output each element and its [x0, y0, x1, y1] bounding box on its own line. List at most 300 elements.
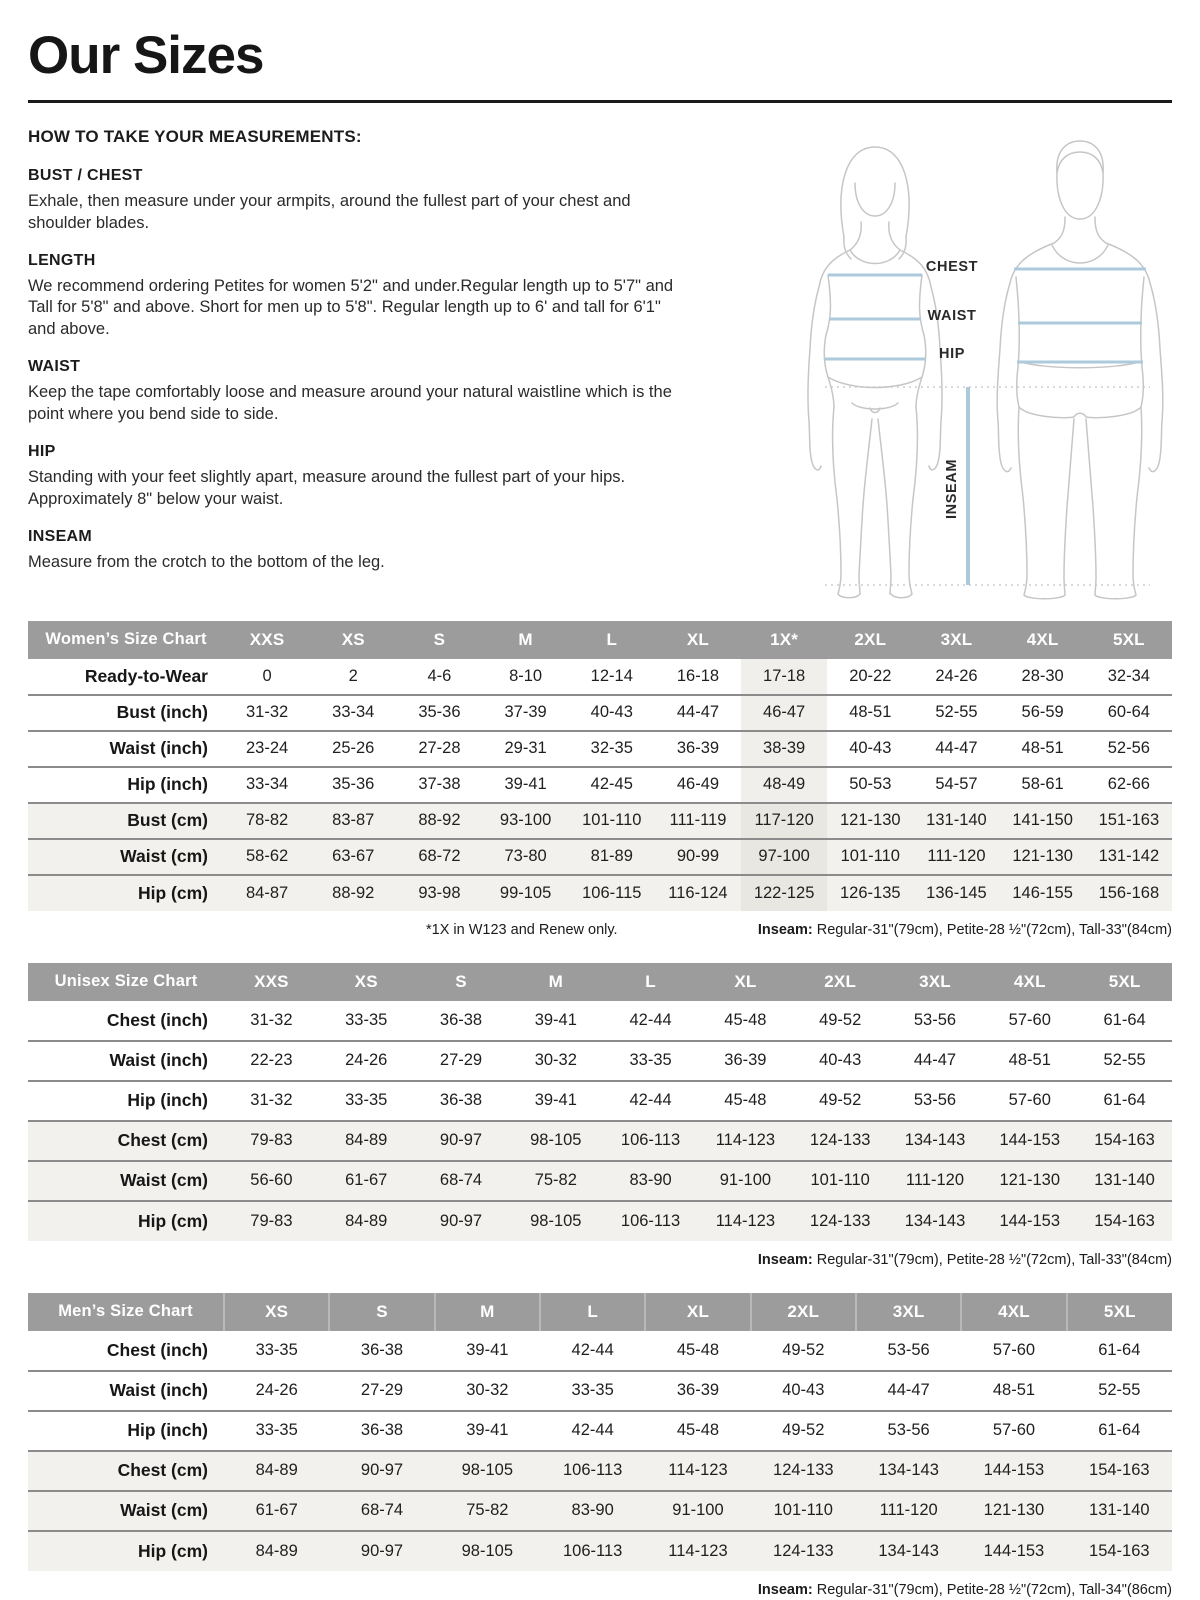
row-label: Hip (inch) [127, 774, 208, 795]
size-cell: 24-26 [345, 1051, 388, 1070]
body-measurement-diagram [780, 127, 1172, 603]
row-label: Waist (inch) [109, 1380, 208, 1401]
female-figure-outline [808, 147, 942, 598]
size-cell: 36-39 [724, 1051, 767, 1070]
table-row [28, 1081, 1172, 1121]
size-cell: 144-153 [961, 1451, 1066, 1491]
size-cell: 16-18 [676, 666, 720, 685]
size-cell: 88-92 [396, 803, 482, 839]
inseam-note-text: Regular-31"(79cm), Petite-28 ½"(72cm), Tall-33"(84cm) [816, 921, 1172, 938]
mens-footnote [28, 1582, 1172, 1598]
size-cell: 44-47 [935, 739, 978, 758]
size-cell: 98-105 [435, 1531, 540, 1571]
size-cell: 62-66 [1107, 775, 1150, 794]
row-label: Waist (cm) [28, 1491, 224, 1531]
size-cell: 111-119 [655, 803, 741, 839]
table-row [28, 1411, 1172, 1451]
column-header-s: S [396, 621, 482, 659]
inseam-note-label: Inseam: [757, 1251, 813, 1268]
row-label: Hip (inch) [127, 1420, 208, 1441]
column-header-5xl: 5XL [1086, 621, 1172, 659]
section-body: We recommend ordering Petites for women 5'2" and under.Regular length up to 5'7" and Tall for 5'8" and above. Short for men up to 5'8". Regular length up to 6' and tall for 6'1" and above. [28, 276, 674, 339]
size-cell: 53-56 [913, 1091, 957, 1110]
size-cell: 39-41 [534, 1091, 577, 1110]
size-cell: 39-41 [534, 1010, 577, 1029]
column-header-1x: 1X* [741, 621, 827, 659]
intro-section [28, 127, 1172, 603]
size-cell: 33-35 [629, 1051, 672, 1070]
size-cell: 39-41 [466, 1340, 509, 1359]
size-cell: 106-113 [540, 1451, 645, 1491]
size-cell: 29-31 [504, 739, 547, 758]
column-header-2xl: 2XL [751, 1293, 856, 1331]
size-cell: 44-47 [887, 1381, 930, 1400]
size-cell: 25-26 [332, 739, 375, 758]
size-cell: 57-60 [992, 1340, 1036, 1359]
size-cell: 58-62 [224, 839, 310, 875]
size-cell: 48-49 [741, 767, 827, 803]
column-header-xs: XS [310, 621, 396, 659]
size-cell: 45-48 [676, 1340, 720, 1359]
table-row [28, 1371, 1172, 1411]
size-cell: 46-47 [741, 695, 827, 731]
size-cell: 33-34 [332, 703, 375, 722]
row-label: Ready-to-Wear [84, 665, 208, 686]
chart-title: Unisex Size Chart [28, 963, 224, 1001]
size-cell: 84-89 [224, 1531, 329, 1571]
size-cell: 33-35 [255, 1340, 298, 1359]
table-row [28, 1451, 1172, 1491]
size-cell: 45-48 [724, 1010, 767, 1029]
size-cell: 134-143 [888, 1121, 983, 1161]
size-cell: 114-123 [645, 1531, 750, 1571]
mens-inseam-note [758, 1582, 1172, 1598]
size-cell: 42-44 [629, 1010, 672, 1029]
size-cell: 24-26 [935, 666, 978, 685]
womens-size-chart [28, 621, 1172, 911]
size-cell: 23-24 [245, 739, 289, 758]
column-header-3xl: 3XL [856, 1293, 961, 1331]
size-cell: 35-36 [332, 775, 375, 794]
size-cell: 40-43 [590, 703, 633, 722]
column-header-5xl: 5XL [1077, 963, 1172, 1001]
inseam-note-label: Inseam: [757, 1581, 813, 1598]
row-label: Bust (cm) [28, 803, 224, 839]
size-cell: 79-83 [224, 1201, 319, 1241]
size-cell: 144-153 [982, 1121, 1077, 1161]
row-label: Bust (inch) [116, 702, 208, 723]
size-cell: 121-130 [827, 803, 913, 839]
table-row [28, 1001, 1172, 1041]
size-cell: 49-52 [819, 1091, 862, 1110]
section-heading: INSEAM [28, 528, 93, 546]
column-header-xl: XL [655, 621, 741, 659]
size-cell: 90-99 [655, 839, 741, 875]
size-cell: 63-67 [310, 839, 396, 875]
size-cell: 33-35 [345, 1010, 388, 1029]
size-cell: 37-39 [504, 703, 547, 722]
measurement-instructions [28, 127, 780, 574]
chart-title: Women’s Size Chart [28, 621, 224, 659]
size-cell: 151-163 [1086, 803, 1172, 839]
size-cell: 53-56 [913, 1010, 957, 1029]
size-cell: 101-110 [751, 1491, 856, 1531]
size-cell: 156-168 [1086, 875, 1172, 911]
size-cell: 114-123 [698, 1121, 793, 1161]
column-header-m: M [435, 1293, 540, 1331]
size-cell: 101-110 [793, 1161, 888, 1201]
size-cell: 131-140 [1077, 1161, 1172, 1201]
size-cell: 79-83 [224, 1121, 319, 1161]
size-cell: 2 [348, 666, 358, 685]
size-cell: 48-51 [849, 703, 892, 722]
row-label: Chest (cm) [28, 1121, 224, 1161]
size-cell: 61-64 [1103, 1010, 1146, 1029]
section-body: Measure from the crotch to the bottom of the leg. [28, 553, 385, 572]
table-row [28, 695, 1172, 731]
table-row [28, 1491, 1172, 1531]
size-cell: 49-52 [819, 1010, 862, 1029]
size-cell: 90-97 [414, 1201, 509, 1241]
size-cell: 56-59 [1021, 703, 1064, 722]
size-cell: 121-130 [982, 1161, 1077, 1201]
measurement-lines [825, 269, 1150, 585]
size-cell: 136-145 [913, 875, 999, 911]
column-header-l: L [603, 963, 698, 1001]
size-cell: 111-120 [913, 839, 999, 875]
size-cell: 111-120 [856, 1491, 961, 1531]
table-row [28, 659, 1172, 695]
size-cell: 40-43 [849, 739, 892, 758]
size-cell: 83-90 [540, 1491, 645, 1531]
size-cell: 49-52 [782, 1421, 825, 1440]
size-cell: 46-49 [676, 775, 720, 794]
column-header-s: S [329, 1293, 434, 1331]
row-label: Hip (cm) [28, 1201, 224, 1241]
chart-title: Men’s Size Chart [28, 1293, 224, 1331]
size-cell: 124-133 [793, 1121, 888, 1161]
size-cell: 42-45 [590, 775, 633, 794]
title-divider [28, 100, 1172, 103]
how-to-heading: HOW TO TAKE YOUR MEASUREMENTS: [28, 126, 362, 146]
size-cell: 88-92 [310, 875, 396, 911]
size-cell: 84-89 [224, 1451, 329, 1491]
table-row [28, 1161, 1172, 1201]
male-figure-outline [997, 141, 1163, 599]
size-cell: 75-82 [508, 1161, 603, 1201]
size-cell: 27-29 [360, 1381, 404, 1400]
row-label: Hip (inch) [127, 1090, 208, 1111]
row-label: Chest (cm) [28, 1451, 224, 1491]
column-header-xxs: XXS [224, 621, 310, 659]
size-cell: 141-150 [1000, 803, 1086, 839]
size-cell: 57-60 [1008, 1091, 1051, 1110]
size-cell: 78-82 [224, 803, 310, 839]
womens-footnote [28, 922, 1172, 938]
size-cell: 22-23 [250, 1051, 293, 1070]
size-cell: 24-26 [255, 1381, 298, 1400]
size-cell: 114-123 [698, 1201, 793, 1241]
column-header-4xl: 4XL [982, 963, 1077, 1001]
section-body: Standing with your feet slightly apart, measure around the fullest part of your hips. Approximately 8" below your waist. [28, 468, 626, 509]
size-cell: 144-153 [961, 1531, 1066, 1571]
column-header-3xl: 3XL [913, 621, 999, 659]
size-cell: 39-41 [466, 1421, 509, 1440]
size-cell: 99-105 [483, 875, 569, 911]
size-cell: 42-44 [629, 1091, 672, 1110]
size-cell: 57-60 [1008, 1010, 1051, 1029]
size-cell: 61-67 [224, 1491, 329, 1531]
row-label: Chest (inch) [106, 1009, 208, 1030]
size-cell: 17-18 [741, 659, 827, 695]
size-cell: 101-110 [827, 839, 913, 875]
column-header-4xl: 4XL [1000, 621, 1086, 659]
size-cell: 35-36 [418, 703, 461, 722]
size-cell: 54-57 [935, 775, 978, 794]
size-cell: 31-32 [250, 1091, 293, 1110]
size-cell: 31-32 [250, 1010, 293, 1029]
table-row [28, 731, 1172, 767]
size-cell: 33-34 [245, 775, 289, 794]
size-cell: 106-113 [603, 1201, 698, 1241]
row-label: Chest (inch) [106, 1339, 208, 1360]
size-cell: 106-113 [603, 1121, 698, 1161]
unisex-inseam-note [758, 1252, 1172, 1268]
size-cell: 37-38 [418, 775, 461, 794]
size-cell: 30-32 [466, 1381, 509, 1400]
size-cell: 97-100 [741, 839, 827, 875]
size-cell: 84-89 [319, 1201, 414, 1241]
section-length [28, 252, 780, 342]
column-header-xs: XS [319, 963, 414, 1001]
column-header-xl: XL [698, 963, 793, 1001]
table-row [28, 1121, 1172, 1161]
column-header-m: M [508, 963, 603, 1001]
size-cell: 60-64 [1107, 703, 1150, 722]
size-cell: 32-35 [590, 739, 633, 758]
size-cell: 40-43 [782, 1381, 825, 1400]
table-row [28, 875, 1172, 911]
size-cell: 27-28 [418, 739, 461, 758]
unisex-size-chart [28, 963, 1172, 1241]
size-cell: 52-55 [1098, 1381, 1141, 1400]
size-cell: 134-143 [856, 1451, 961, 1491]
size-cell: 61-64 [1103, 1091, 1146, 1110]
table-row [28, 767, 1172, 803]
section-heading: WAIST [28, 358, 81, 376]
section-heading: BUST / CHEST [28, 166, 143, 184]
section-waist [28, 358, 780, 426]
size-cell: 121-130 [1000, 839, 1086, 875]
size-cell: 154-163 [1067, 1531, 1172, 1571]
size-cell: 111-120 [888, 1161, 983, 1201]
size-cell: 12-14 [590, 666, 633, 685]
row-label: Waist (cm) [28, 1161, 224, 1201]
size-cell: 90-97 [329, 1451, 434, 1491]
size-cell: 50-53 [849, 775, 892, 794]
size-cell: 121-130 [961, 1491, 1066, 1531]
section-inseam [28, 528, 780, 574]
size-cell: 146-155 [1000, 875, 1086, 911]
size-cell: 36-39 [676, 739, 720, 758]
size-cell: 98-105 [508, 1201, 603, 1241]
size-cell: 81-89 [569, 839, 655, 875]
size-cell: 4-6 [427, 666, 452, 685]
size-cell: 61-64 [1098, 1340, 1141, 1359]
size-cell: 116-124 [655, 875, 741, 911]
table-row [28, 1041, 1172, 1081]
size-cell: 28-30 [1021, 666, 1064, 685]
chest-label: CHEST [925, 258, 979, 275]
size-cell: 48-51 [1021, 739, 1064, 758]
size-cell: 44-47 [676, 703, 720, 722]
column-header-xxs: XXS [224, 963, 319, 1001]
size-cell: 106-113 [540, 1531, 645, 1571]
size-cell: 122-125 [741, 875, 827, 911]
size-cell: 61-64 [1098, 1421, 1141, 1440]
section-body: Exhale, then measure under your armpits, around the fullest part of your chest and shoulder blades. [28, 191, 631, 232]
size-cell: 36-38 [360, 1421, 404, 1440]
column-header-2xl: 2XL [793, 963, 888, 1001]
size-cell: 144-153 [982, 1201, 1077, 1241]
size-cell: 124-133 [793, 1201, 888, 1241]
section-heading: LENGTH [28, 251, 96, 269]
inseam-note-text: Regular-31"(79cm), Petite-28 ½"(72cm), Tall-33"(84cm) [816, 1251, 1172, 1268]
size-cell: 154-163 [1077, 1201, 1172, 1241]
size-cell: 91-100 [698, 1161, 793, 1201]
column-header-4xl: 4XL [961, 1293, 1066, 1331]
size-cell: 42-44 [571, 1340, 614, 1359]
womens-inseam-note [758, 922, 1172, 938]
size-cell: 48-51 [992, 1381, 1036, 1400]
size-cell: 131-142 [1086, 839, 1172, 875]
size-cell: 106-115 [569, 875, 655, 911]
size-cell: 52-55 [935, 703, 978, 722]
size-cell: 131-140 [913, 803, 999, 839]
size-cell: 48-51 [1008, 1051, 1051, 1070]
column-header-m: M [483, 621, 569, 659]
row-label: Hip (cm) [28, 875, 224, 911]
size-cell: 33-35 [255, 1421, 298, 1440]
size-cell: 90-97 [414, 1121, 509, 1161]
size-cell: 58-61 [1021, 775, 1064, 794]
page-title: Our Sizes [28, 26, 264, 85]
size-cell: 36-39 [676, 1381, 720, 1400]
size-cell: 98-105 [508, 1121, 603, 1161]
size-cell: 114-123 [645, 1451, 750, 1491]
size-cell: 93-98 [396, 875, 482, 911]
size-cell: 53-56 [887, 1340, 930, 1359]
column-header-xl: XL [645, 1293, 750, 1331]
size-cell: 134-143 [888, 1201, 983, 1241]
row-label: Waist (inch) [109, 738, 208, 759]
size-cell: 0 [262, 666, 272, 685]
inseam-note-label: Inseam: [757, 921, 813, 938]
table-row [28, 1531, 1172, 1571]
row-label: Waist (cm) [28, 839, 224, 875]
table-row [28, 1331, 1172, 1371]
table-row [28, 839, 1172, 875]
size-cell: 33-35 [345, 1091, 388, 1110]
size-cell: 45-48 [724, 1091, 767, 1110]
unisex-footnote [28, 1252, 1172, 1268]
size-cell: 31-32 [245, 703, 289, 722]
size-cell: 56-60 [224, 1161, 319, 1201]
size-cell: 53-56 [887, 1421, 930, 1440]
column-header-s: S [414, 963, 509, 1001]
size-cell: 39-41 [504, 775, 547, 794]
inseam-label: INSEAM [944, 458, 960, 519]
size-cell: 98-105 [435, 1451, 540, 1491]
column-header-3xl: 3XL [888, 963, 983, 1001]
size-cell: 45-48 [676, 1421, 720, 1440]
size-cell: 30-32 [534, 1051, 577, 1070]
size-cell: 33-35 [571, 1381, 614, 1400]
size-cell: 131-140 [1067, 1491, 1172, 1531]
size-cell: 90-97 [329, 1531, 434, 1571]
size-cell: 101-110 [569, 803, 655, 839]
size-cell: 57-60 [992, 1421, 1036, 1440]
size-cell: 83-90 [603, 1161, 698, 1201]
column-header-l: L [540, 1293, 645, 1331]
section-heading: HIP [28, 443, 56, 461]
size-cell: 83-87 [310, 803, 396, 839]
size-cell: 84-89 [319, 1121, 414, 1161]
size-cell: 93-100 [483, 803, 569, 839]
size-cell: 27-29 [439, 1051, 483, 1070]
size-cell: 52-56 [1107, 739, 1150, 758]
size-cell: 126-135 [827, 875, 913, 911]
size-cell: 8-10 [509, 666, 543, 685]
size-cell: 52-55 [1103, 1051, 1146, 1070]
section-bust-chest [28, 167, 780, 235]
waist-label: WAIST [927, 307, 977, 324]
one-x-note: *1X in W123 and Renew only. [426, 921, 618, 938]
size-cell: 42-44 [571, 1421, 614, 1440]
hip-label: HIP [939, 345, 965, 362]
table-row [28, 1201, 1172, 1241]
size-cell: 134-143 [856, 1531, 961, 1571]
inseam-note-text: Regular-31"(79cm), Petite-28 ½"(72cm), Tall-34"(86cm) [816, 1581, 1172, 1598]
column-header-xs: XS [224, 1293, 329, 1331]
size-cell: 124-133 [751, 1451, 856, 1491]
size-cell: 154-163 [1077, 1121, 1172, 1161]
measurement-figures-illustration [780, 137, 1172, 603]
row-label: Waist (inch) [109, 1050, 208, 1071]
size-cell: 73-80 [483, 839, 569, 875]
column-header-l: L [569, 621, 655, 659]
size-cell: 154-163 [1067, 1451, 1172, 1491]
size-cell: 68-74 [329, 1491, 434, 1531]
section-hip [28, 443, 780, 511]
section-body: Keep the tape comfortably loose and measure around your natural waistline which is the point where you bend side to side. [28, 383, 672, 424]
column-header-2xl: 2XL [827, 621, 913, 659]
size-cell: 36-38 [360, 1340, 404, 1359]
size-cell: 49-52 [782, 1340, 825, 1359]
size-cell: 36-38 [439, 1091, 483, 1110]
size-cell: 61-67 [319, 1161, 414, 1201]
size-cell: 117-120 [741, 803, 827, 839]
size-cell: 68-74 [414, 1161, 509, 1201]
table-row [28, 803, 1172, 839]
size-cell: 84-87 [224, 875, 310, 911]
size-cell: 75-82 [435, 1491, 540, 1531]
column-header-5xl: 5XL [1067, 1293, 1172, 1331]
row-label: Hip (cm) [28, 1531, 224, 1571]
mens-size-chart [28, 1293, 1172, 1571]
size-cell: 44-47 [913, 1051, 957, 1070]
size-cell: 40-43 [819, 1051, 862, 1070]
